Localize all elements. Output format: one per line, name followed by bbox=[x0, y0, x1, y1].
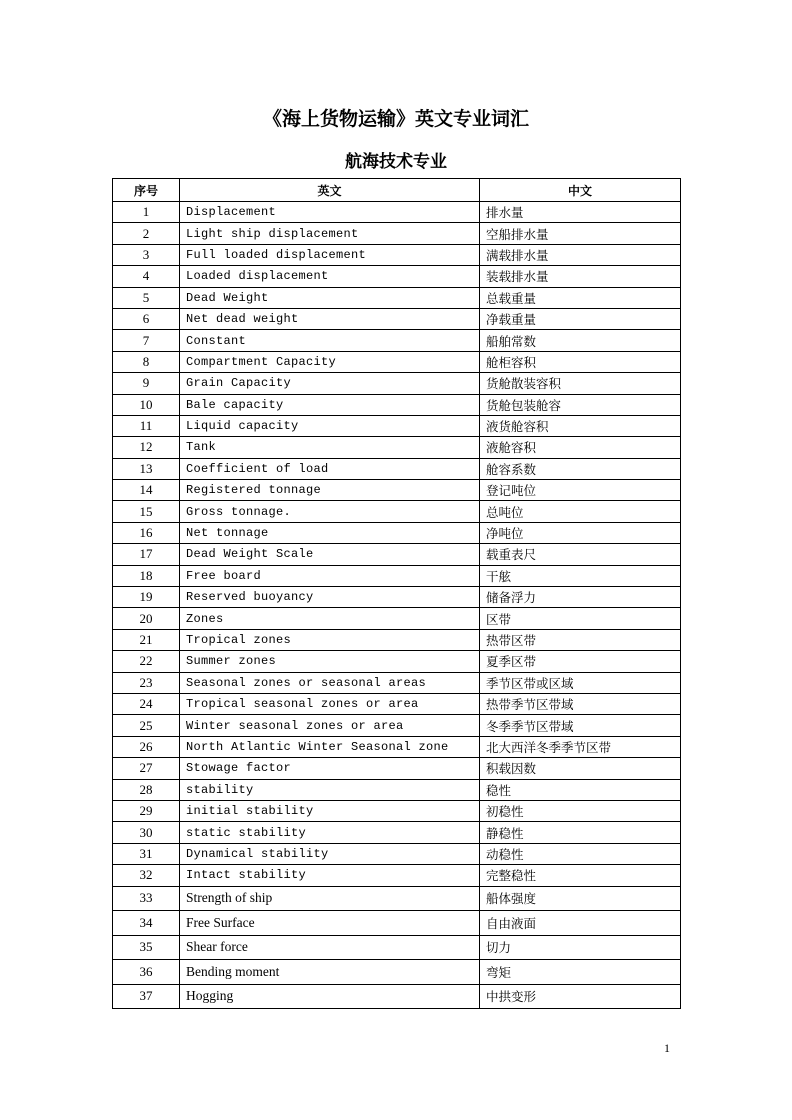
row-number: 9 bbox=[113, 373, 180, 394]
table-row bbox=[113, 672, 681, 693]
row-number: 21 bbox=[113, 629, 180, 650]
row-number: 10 bbox=[113, 394, 180, 415]
table-row bbox=[113, 629, 681, 650]
row-number: 33 bbox=[113, 886, 180, 911]
row-chinese-term: 液货舱容积 bbox=[480, 415, 681, 436]
row-english-term: Bending moment bbox=[180, 960, 480, 985]
table-row bbox=[113, 843, 681, 864]
row-english-term: North Atlantic Winter Seasonal zone bbox=[180, 736, 480, 757]
row-chinese-term: 总载重量 bbox=[480, 287, 681, 308]
table-row bbox=[113, 437, 681, 458]
row-chinese-term: 船舶常数 bbox=[480, 330, 681, 351]
row-chinese-term: 热带季节区带域 bbox=[480, 693, 681, 714]
row-chinese-term: 完整稳性 bbox=[480, 865, 681, 886]
row-chinese-term: 登记吨位 bbox=[480, 480, 681, 501]
row-number: 24 bbox=[113, 693, 180, 714]
row-english-term: Intact stability bbox=[180, 865, 480, 886]
row-chinese-term: 静稳性 bbox=[480, 822, 681, 843]
row-chinese-term: 季节区带或区域 bbox=[480, 672, 681, 693]
row-number: 7 bbox=[113, 330, 180, 351]
row-english-term: Free Surface bbox=[180, 911, 480, 936]
row-chinese-term: 冬季季节区带域 bbox=[480, 715, 681, 736]
row-english-term: Loaded displacement bbox=[180, 266, 480, 287]
table-row bbox=[113, 984, 681, 1009]
row-number: 29 bbox=[113, 800, 180, 821]
row-english-term: Bale capacity bbox=[180, 394, 480, 415]
document-subtitle: 航海技术专业 bbox=[345, 152, 447, 172]
row-chinese-term: 液舱容积 bbox=[480, 437, 681, 458]
table-row bbox=[113, 394, 681, 415]
table-row bbox=[113, 266, 681, 287]
table-row bbox=[113, 480, 681, 501]
header-number: 序号 bbox=[113, 179, 180, 202]
row-chinese-term: 船体强度 bbox=[480, 886, 681, 911]
table-row bbox=[113, 308, 681, 329]
row-english-term: Coefficient of load bbox=[180, 458, 480, 479]
table-row bbox=[113, 960, 681, 985]
table-row bbox=[113, 693, 681, 714]
table-row bbox=[113, 758, 681, 779]
row-english-term: Full loaded displacement bbox=[180, 244, 480, 265]
table-row bbox=[113, 565, 681, 586]
table-row bbox=[113, 202, 681, 223]
row-english-term: Shear force bbox=[180, 935, 480, 960]
row-chinese-term: 载重表尺 bbox=[480, 544, 681, 565]
row-number: 5 bbox=[113, 287, 180, 308]
row-number: 32 bbox=[113, 865, 180, 886]
row-chinese-term: 排水量 bbox=[480, 202, 681, 223]
row-english-term: Gross tonnage. bbox=[180, 501, 480, 522]
row-english-term: Tropical zones bbox=[180, 629, 480, 650]
header-chinese: 中文 bbox=[480, 179, 681, 202]
row-number: 25 bbox=[113, 715, 180, 736]
vocabulary-table bbox=[112, 178, 681, 1009]
row-number: 2 bbox=[113, 223, 180, 244]
table-row bbox=[113, 501, 681, 522]
table-row bbox=[113, 351, 681, 372]
row-number: 11 bbox=[113, 415, 180, 436]
table-row bbox=[113, 736, 681, 757]
row-chinese-term: 舱柜容积 bbox=[480, 351, 681, 372]
table-row bbox=[113, 935, 681, 960]
row-english-term: Grain Capacity bbox=[180, 373, 480, 394]
row-english-term: Stowage factor bbox=[180, 758, 480, 779]
header-english: 英文 bbox=[180, 179, 480, 202]
row-chinese-term: 切力 bbox=[480, 935, 681, 960]
table-row bbox=[113, 779, 681, 800]
row-english-term: initial stability bbox=[180, 800, 480, 821]
table-row bbox=[113, 822, 681, 843]
row-chinese-term: 中拱变形 bbox=[480, 984, 681, 1009]
row-english-term: Dead Weight Scale bbox=[180, 544, 480, 565]
row-number: 8 bbox=[113, 351, 180, 372]
row-english-term: Free board bbox=[180, 565, 480, 586]
row-number: 22 bbox=[113, 651, 180, 672]
row-number: 20 bbox=[113, 608, 180, 629]
table-row bbox=[113, 415, 681, 436]
row-chinese-term: 区带 bbox=[480, 608, 681, 629]
row-number: 14 bbox=[113, 480, 180, 501]
row-number: 15 bbox=[113, 501, 180, 522]
row-english-term: Zones bbox=[180, 608, 480, 629]
table-row bbox=[113, 244, 681, 265]
row-chinese-term: 稳性 bbox=[480, 779, 681, 800]
row-english-term: Net tonnage bbox=[180, 522, 480, 543]
row-english-term: Displacement bbox=[180, 202, 480, 223]
row-chinese-term: 干舷 bbox=[480, 565, 681, 586]
table-row bbox=[113, 223, 681, 244]
row-english-term: Winter seasonal zones or area bbox=[180, 715, 480, 736]
row-chinese-term: 自由液面 bbox=[480, 911, 681, 936]
row-chinese-term: 舱容系数 bbox=[480, 458, 681, 479]
row-chinese-term: 装载排水量 bbox=[480, 266, 681, 287]
row-chinese-term: 积载因数 bbox=[480, 758, 681, 779]
row-number: 30 bbox=[113, 822, 180, 843]
row-number: 23 bbox=[113, 672, 180, 693]
row-number: 26 bbox=[113, 736, 180, 757]
table-row bbox=[113, 522, 681, 543]
row-number: 17 bbox=[113, 544, 180, 565]
row-number: 6 bbox=[113, 308, 180, 329]
table-row bbox=[113, 608, 681, 629]
table-row bbox=[113, 865, 681, 886]
page-number: 1 bbox=[664, 1041, 670, 1055]
row-number: 31 bbox=[113, 843, 180, 864]
row-number: 16 bbox=[113, 522, 180, 543]
document-title: 《海上货物运输》英文专业词汇 bbox=[262, 108, 529, 130]
table-row bbox=[113, 587, 681, 608]
row-chinese-term: 弯矩 bbox=[480, 960, 681, 985]
row-chinese-term: 总吨位 bbox=[480, 501, 681, 522]
row-chinese-term: 空船排水量 bbox=[480, 223, 681, 244]
row-chinese-term: 动稳性 bbox=[480, 843, 681, 864]
row-english-term: Registered tonnage bbox=[180, 480, 480, 501]
row-chinese-term: 北大西洋冬季季节区带 bbox=[480, 736, 681, 757]
row-english-term: Net dead weight bbox=[180, 308, 480, 329]
row-chinese-term: 净吨位 bbox=[480, 522, 681, 543]
row-english-term: Tropical seasonal zones or area bbox=[180, 693, 480, 714]
row-english-term: Reserved buoyancy bbox=[180, 587, 480, 608]
table-row bbox=[113, 800, 681, 821]
row-english-term: static stability bbox=[180, 822, 480, 843]
row-number: 12 bbox=[113, 437, 180, 458]
row-number: 13 bbox=[113, 458, 180, 479]
table-header-row bbox=[113, 179, 681, 202]
table-row bbox=[113, 651, 681, 672]
row-number: 36 bbox=[113, 960, 180, 985]
row-number: 35 bbox=[113, 935, 180, 960]
row-english-term: Constant bbox=[180, 330, 480, 351]
row-chinese-term: 储备浮力 bbox=[480, 587, 681, 608]
row-number: 37 bbox=[113, 984, 180, 1009]
row-number: 28 bbox=[113, 779, 180, 800]
row-english-term: Compartment Capacity bbox=[180, 351, 480, 372]
table-row bbox=[113, 911, 681, 936]
row-number: 3 bbox=[113, 244, 180, 265]
table-row bbox=[113, 886, 681, 911]
row-chinese-term: 货舱包装舱容 bbox=[480, 394, 681, 415]
row-chinese-term: 净载重量 bbox=[480, 308, 681, 329]
row-chinese-term: 热带区带 bbox=[480, 629, 681, 650]
row-english-term: Tank bbox=[180, 437, 480, 458]
row-chinese-term: 夏季区带 bbox=[480, 651, 681, 672]
row-english-term: Liquid capacity bbox=[180, 415, 480, 436]
row-english-term: Dead Weight bbox=[180, 287, 480, 308]
row-chinese-term: 满载排水量 bbox=[480, 244, 681, 265]
row-number: 18 bbox=[113, 565, 180, 586]
row-number: 1 bbox=[113, 202, 180, 223]
table-row bbox=[113, 287, 681, 308]
row-english-term: Light ship displacement bbox=[180, 223, 480, 244]
row-number: 34 bbox=[113, 911, 180, 936]
row-number: 19 bbox=[113, 587, 180, 608]
table-row bbox=[113, 330, 681, 351]
row-english-term: stability bbox=[180, 779, 480, 800]
row-english-term: Hogging bbox=[180, 984, 480, 1009]
row-english-term: Dynamical stability bbox=[180, 843, 480, 864]
row-chinese-term: 货舱散装容积 bbox=[480, 373, 681, 394]
table-row bbox=[113, 373, 681, 394]
row-number: 27 bbox=[113, 758, 180, 779]
table-row bbox=[113, 458, 681, 479]
row-number: 4 bbox=[113, 266, 180, 287]
row-english-term: Seasonal zones or seasonal areas bbox=[180, 672, 480, 693]
table-row bbox=[113, 715, 681, 736]
table-row bbox=[113, 544, 681, 565]
row-chinese-term: 初稳性 bbox=[480, 800, 681, 821]
row-english-term: Strength of ship bbox=[180, 886, 480, 911]
row-english-term: Summer zones bbox=[180, 651, 480, 672]
